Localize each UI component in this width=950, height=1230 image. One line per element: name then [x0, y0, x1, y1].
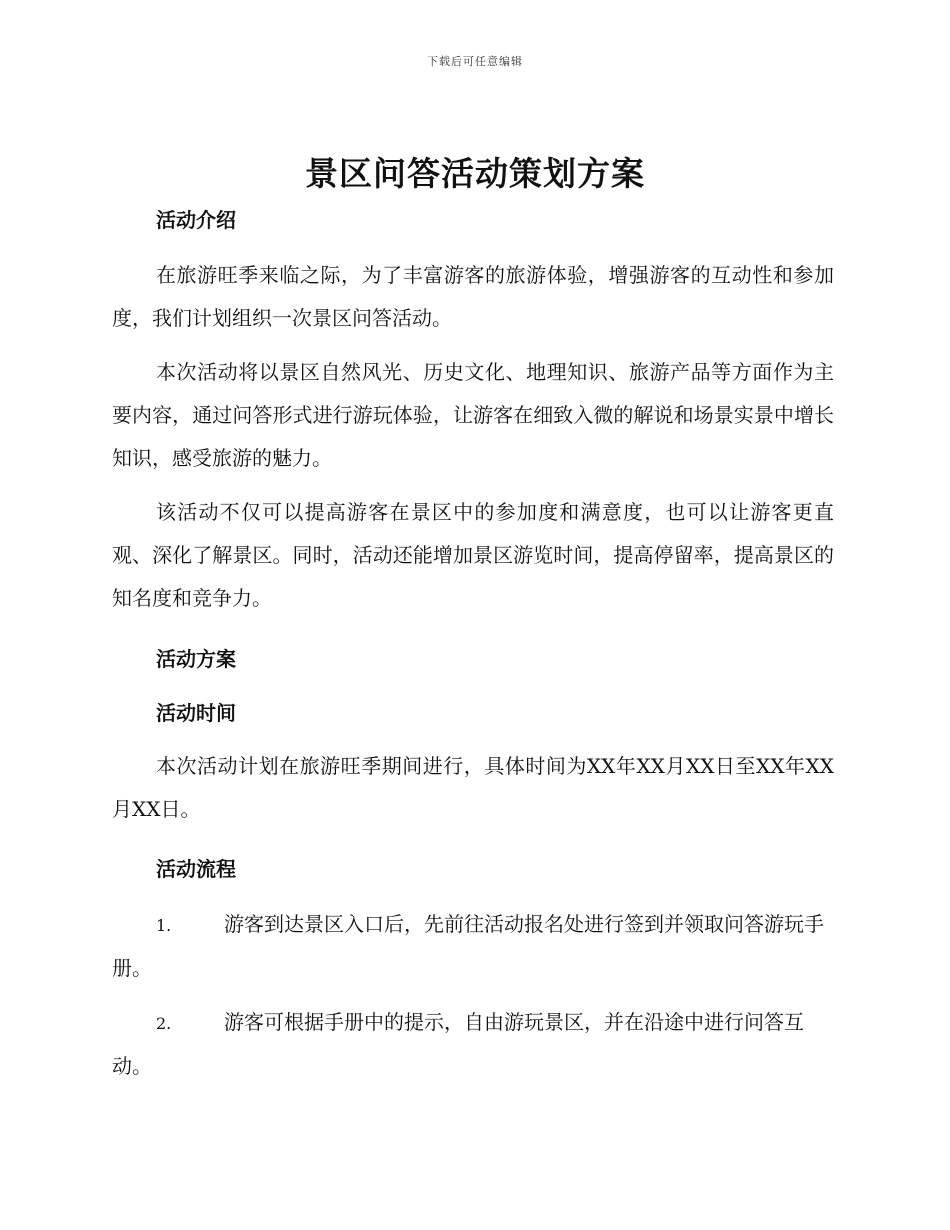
intro-paragraph-2: 本次活动将以景区自然风光、历史文化、地理知识、旅游产品等方面作为主要内容，通过问答形式进行游玩体验，让游客在细致入微的解说和场景实景中增长知识，感受旅游的魅力。 — [112, 360, 834, 470]
list-item-number: 2. — [156, 1014, 172, 1033]
document-title: 景区问答活动策划方案 — [305, 154, 645, 193]
list-item-text: 游客可根据手册中的提示，自由游玩景区，并在沿途中进行问答互动。 — [112, 1010, 804, 1078]
section-heading-intro: 活动介绍 — [156, 208, 236, 232]
header-note: 下载后可任意编辑 — [427, 55, 523, 68]
list-item-number: 1. — [156, 916, 172, 935]
section-heading-process: 活动流程 — [156, 857, 236, 881]
section-heading-time: 活动时间 — [156, 701, 236, 725]
list-item — [112, 1001, 834, 1088]
intro-paragraph-1: 在旅游旺季来临之际，为了丰富游客的旅游体验，增强游客的互动性和参加度，我们计划组织一次景区问答活动。 — [112, 263, 834, 330]
list-item — [112, 903, 834, 990]
list-item-text: 游客到达景区入口后，先前往活动报名处进行签到并领取问答游玩手册。 — [112, 912, 824, 980]
time-paragraph: 本次活动计划在旅游旺季期间进行，具体时间为XX年XX月XX日至XX年XX月XX日。 — [112, 754, 834, 821]
section-heading-plan: 活动方案 — [156, 647, 236, 671]
intro-paragraph-3: 该活动不仅可以提高游客在景区中的参加度和满意度，也可以让游客更直观、深化了解景区。同时，活动还能增加景区游览时间，提高停留率，提高景区的知名度和竞争力。 — [112, 500, 834, 610]
document-body — [112, 200, 834, 1088]
